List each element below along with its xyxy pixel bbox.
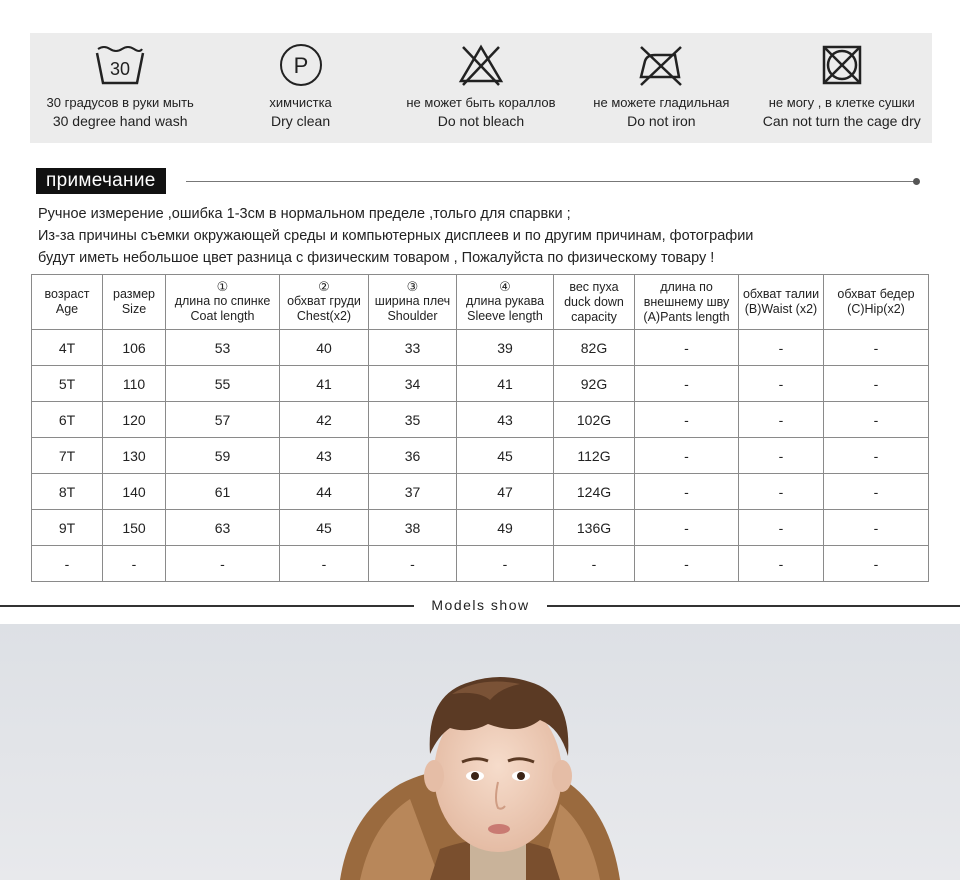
table-cell: 102G [554, 402, 635, 438]
table-cell: 39 [457, 330, 554, 366]
table-cell: 35 [369, 402, 457, 438]
table-row [32, 366, 929, 402]
table-cell: 42 [280, 402, 369, 438]
table-row [32, 402, 929, 438]
table-cell: 59 [166, 438, 280, 474]
header-down-capacity-en: capacity [571, 309, 617, 324]
header-pants-length-en: (A)Pants length [643, 309, 730, 324]
table-cell: 110 [103, 366, 166, 402]
table-cell: - [32, 546, 103, 582]
header-chest-en: Chest(x2) [296, 309, 352, 323]
header-coat-length-ru: длина по спинке [174, 294, 271, 308]
table-cell: - [739, 474, 824, 510]
care-en-text: 30 degree hand wash [52, 113, 188, 129]
care-en-text: Can not turn the cage dry [762, 113, 921, 129]
no-iron-icon [571, 41, 751, 89]
table-cell: 40 [280, 330, 369, 366]
table-cell: 106 [103, 330, 166, 366]
table-cell: 92G [554, 366, 635, 402]
header-chest-ru: обхват груди [287, 294, 361, 308]
table-cell: 55 [166, 366, 280, 402]
table-cell: 36 [369, 438, 457, 474]
care-ru-text: не могу , в клетке сушки [768, 95, 915, 110]
table-cell: - [280, 546, 369, 582]
size-table-header-row [32, 275, 929, 330]
model-photo-illustration [0, 624, 960, 880]
models-show-title: Models show [431, 597, 530, 613]
table-cell: 45 [457, 438, 554, 474]
table-cell: 53 [166, 330, 280, 366]
dry-clean-letter: P [293, 53, 308, 78]
note-line-1: Ручное измерение ,ошибка 1-3см в нормальном пределе ,тольго для спарвки ; [38, 206, 571, 222]
table-cell: 7T [32, 438, 103, 474]
table-cell: - [554, 546, 635, 582]
note-label: примечание [36, 168, 166, 194]
wash-temp-label: 30 [110, 59, 131, 79]
table-cell: 9T [32, 510, 103, 546]
note-header [36, 168, 920, 196]
care-item-dry-clean [211, 33, 391, 129]
header-pants-length-ru2: внешнему шву [643, 294, 730, 309]
table-cell: - [824, 330, 929, 366]
care-en-text: Do not iron [627, 113, 696, 129]
header-age [32, 275, 103, 330]
care-en-text: Do not bleach [437, 113, 525, 129]
no-bleach-icon [391, 41, 571, 89]
table-cell: 49 [457, 510, 554, 546]
table-cell: - [635, 330, 739, 366]
table-row [32, 474, 929, 510]
table-cell: 45 [280, 510, 369, 546]
table-cell: - [635, 366, 739, 402]
header-chest-mark: ② [318, 279, 330, 294]
table-cell: 150 [103, 510, 166, 546]
header-coat-length-en: Coat length [190, 309, 255, 323]
table-cell: - [369, 546, 457, 582]
care-item-no-tumble-dry [752, 33, 932, 129]
table-cell: 8T [32, 474, 103, 510]
table-cell: 140 [103, 474, 166, 510]
table-row [32, 510, 929, 546]
header-age-ru: возраст [44, 287, 90, 301]
header-waist [739, 275, 824, 330]
note-divider-dot [913, 178, 920, 185]
care-item-no-iron [571, 33, 751, 129]
header-hip-en: (C)Hip(x2) [847, 302, 905, 316]
table-row [32, 438, 929, 474]
table-cell: - [635, 402, 739, 438]
table-cell: 41 [280, 366, 369, 402]
header-hip [824, 275, 929, 330]
header-age-en: Age [55, 302, 79, 316]
header-shoulder [369, 275, 457, 330]
wash-30-icon [30, 41, 210, 89]
table-cell: - [635, 546, 739, 582]
care-en-text: Dry clean [271, 113, 331, 129]
care-ru-text: 30 градусов в руки мыть [46, 95, 194, 110]
models-show-divider [0, 596, 960, 616]
header-coat-length [166, 275, 280, 330]
table-cell: - [739, 366, 824, 402]
table-cell: 63 [166, 510, 280, 546]
header-down-capacity-ru2: duck down [564, 294, 624, 309]
table-cell: 37 [369, 474, 457, 510]
note-divider-line [186, 181, 914, 182]
table-cell: - [739, 402, 824, 438]
table-cell: 57 [166, 402, 280, 438]
header-pants-length [635, 275, 739, 330]
table-cell: - [739, 546, 824, 582]
table-cell: 124G [554, 474, 635, 510]
size-table [31, 274, 929, 582]
care-instructions-strip [30, 33, 932, 143]
header-shoulder-mark: ③ [406, 279, 419, 294]
table-cell: - [635, 510, 739, 546]
table-row [32, 330, 929, 366]
header-shoulder-ru: ширина плеч [374, 294, 451, 308]
note-text [38, 203, 918, 269]
dry-clean-icon [211, 41, 391, 89]
header-sleeve-length-ru: длина рукава [465, 294, 545, 308]
table-cell: - [824, 546, 929, 582]
care-ru-text: химчистка [269, 95, 332, 110]
header-down-capacity [554, 275, 635, 330]
table-cell: - [824, 438, 929, 474]
table-cell: - [166, 546, 280, 582]
header-size [103, 275, 166, 330]
table-cell: - [103, 546, 166, 582]
table-cell: 61 [166, 474, 280, 510]
care-item-hand-wash [30, 33, 210, 129]
header-size-en: Size [121, 302, 147, 316]
table-cell: 38 [369, 510, 457, 546]
table-cell: 6T [32, 402, 103, 438]
header-size-ru: размер [113, 287, 155, 301]
header-down-capacity-ru: вес пуха [569, 279, 619, 294]
table-cell: - [635, 438, 739, 474]
table-cell: - [739, 438, 824, 474]
models-divider-line-right [547, 605, 960, 607]
table-cell: 33 [369, 330, 457, 366]
table-cell: - [824, 510, 929, 546]
header-chest [280, 275, 369, 330]
care-ru-text: не можете гладильная [593, 95, 730, 110]
header-sleeve-length [457, 275, 554, 330]
table-cell: 130 [103, 438, 166, 474]
no-tumble-dry-icon [752, 41, 932, 89]
care-ru-text: не может быть кораллов [406, 95, 556, 110]
table-cell: 82G [554, 330, 635, 366]
table-cell: 4T [32, 330, 103, 366]
table-row [32, 546, 929, 582]
table-cell: 5T [32, 366, 103, 402]
note-line-2: Из-за причины съемки окружающей среды и компьютерных дисплеев и по другим причинам, фотографии [38, 228, 754, 244]
table-cell: - [824, 366, 929, 402]
header-coat-length-mark: ① [216, 279, 229, 294]
table-cell: 43 [457, 402, 554, 438]
table-cell: - [824, 474, 929, 510]
model-photo [0, 624, 960, 880]
header-shoulder-en: Shoulder [387, 309, 438, 323]
table-cell: 120 [103, 402, 166, 438]
table-cell: 44 [280, 474, 369, 510]
table-cell: - [824, 402, 929, 438]
header-waist-ru: обхват талии [742, 287, 820, 301]
table-cell: 136G [554, 510, 635, 546]
table-cell: 43 [280, 438, 369, 474]
header-sleeve-length-en: Sleeve length [467, 309, 543, 323]
header-hip-ru: обхват бедер [837, 287, 915, 301]
table-cell: 41 [457, 366, 554, 402]
size-table-body [32, 330, 929, 582]
note-line-3: будут иметь небольшое цвет разница с физическим товаром , Пожалуйста по физическому товару ! [38, 250, 715, 266]
table-cell: - [457, 546, 554, 582]
header-waist-en: (B)Waist (x2) [744, 302, 818, 316]
models-divider-line-left [0, 605, 414, 607]
care-item-no-bleach [391, 33, 571, 129]
table-cell: - [739, 330, 824, 366]
header-pants-length-ru: длина по [660, 279, 713, 294]
table-cell: 47 [457, 474, 554, 510]
header-sleeve-length-mark: ④ [499, 279, 511, 294]
table-cell: 112G [554, 438, 635, 474]
table-cell: - [739, 510, 824, 546]
table-cell: 34 [369, 366, 457, 402]
table-cell: - [635, 474, 739, 510]
